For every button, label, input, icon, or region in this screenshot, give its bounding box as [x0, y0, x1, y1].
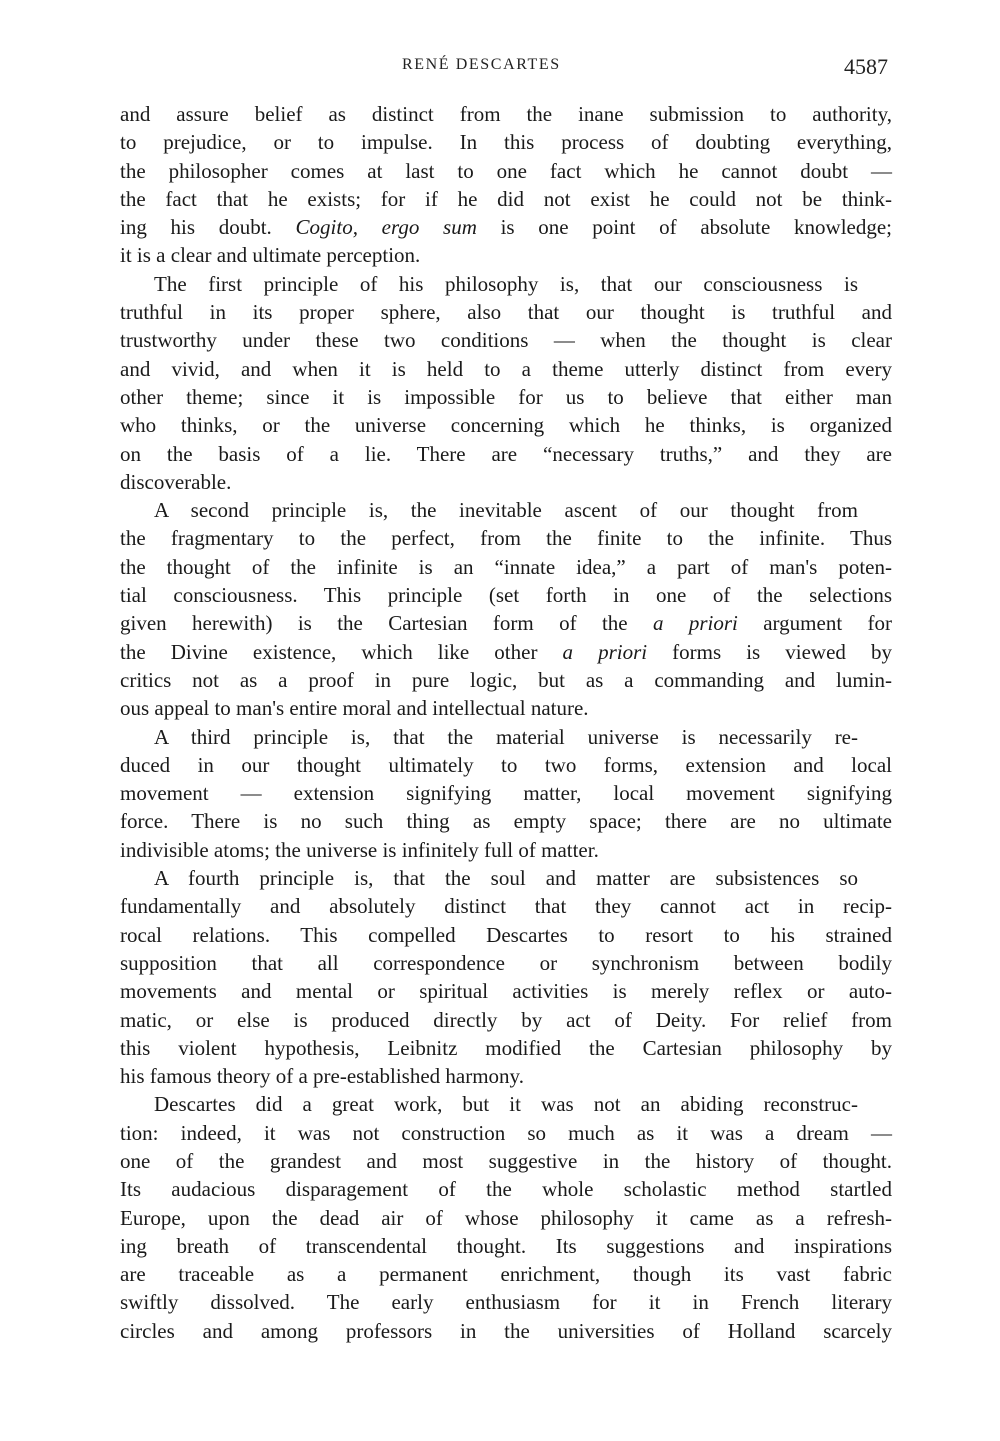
text-line-content — [154, 270, 858, 298]
text-line-content — [120, 1232, 892, 1260]
body-text — [120, 100, 892, 1345]
text-segment: matic, or else is produced directly by act of Deity. For relief from — [120, 1007, 892, 1032]
text-line-content — [120, 1288, 892, 1316]
text-line-content — [154, 864, 858, 892]
text-line-content — [120, 1062, 892, 1090]
text-line — [120, 921, 892, 949]
text-segment: the fact that he exists; for if he did not exist he could not be think- — [120, 186, 892, 211]
text-line — [120, 1175, 892, 1203]
text-line-content — [120, 751, 892, 779]
text-segment: tion: indeed, it was not construction so much as it was a dream — — [120, 1120, 892, 1145]
text-segment: other theme; since it is impossible for us to believe that either man — [120, 384, 892, 409]
text-line-content — [120, 836, 892, 864]
text-segment: movements and mental or spiritual activities is merely reflex or auto- — [120, 979, 892, 1004]
text-segment: one of the grandest and most suggestive in the history of thought. — [120, 1148, 892, 1173]
text-line-content — [154, 496, 858, 524]
text-segment: critics not as a proof in pure logic, but as a commanding and lumin- — [120, 667, 892, 692]
text-line — [120, 1232, 892, 1260]
text-line-content — [120, 892, 892, 920]
text-line-content — [120, 100, 892, 128]
text-line — [120, 411, 892, 439]
text-line — [120, 609, 892, 637]
text-line — [120, 836, 892, 864]
text-line-content — [120, 1119, 892, 1147]
text-line-content — [154, 1090, 858, 1118]
text-line — [120, 524, 892, 552]
text-line — [120, 1288, 892, 1316]
text-segment: the philosopher comes at last to one fact which he cannot doubt — — [120, 158, 892, 183]
text-line-content — [120, 581, 892, 609]
text-line — [120, 1260, 892, 1288]
text-segment: tial consciousness. This principle (set forth in one of the selections — [120, 583, 892, 608]
text-line-content — [120, 1034, 892, 1062]
running-title: RENÉ DESCARTES — [402, 56, 561, 73]
text-line — [120, 241, 892, 269]
text-segment: his famous theory of a pre-established harmony. — [120, 1064, 524, 1089]
text-line-content — [120, 1175, 892, 1203]
text-line — [120, 977, 892, 1005]
text-line-content — [120, 383, 892, 411]
text-line-content — [120, 1204, 892, 1232]
italic-phrase: a priori — [652, 611, 738, 636]
text-line-content — [120, 468, 892, 496]
text-line — [120, 496, 892, 524]
text-line-content — [120, 807, 892, 835]
text-line-content — [120, 977, 892, 1005]
text-segment: ous appeal to man's entire moral and intellectual nature. — [120, 696, 589, 721]
text-segment: supposition that all correspondence or synchronism between bodily — [120, 950, 892, 975]
paragraph — [120, 723, 892, 864]
text-segment: swiftly dissolved. The early enthusiasm for it in French literary — [120, 1290, 892, 1315]
text-segment: forms is viewed by — [647, 639, 892, 664]
paragraph — [120, 864, 892, 1090]
italic-phrase: a priori — [562, 639, 648, 664]
text-segment: rocal relations. This compelled Descartes to resort to his strained — [120, 922, 892, 947]
text-segment: the thought of the infinite is an “innate idea,” a part of man's poten- — [120, 554, 892, 579]
text-segment: indivisible atoms; the universe is infinitely full of matter. — [120, 837, 599, 862]
text-segment: duced in our thought ultimately to two forms, extension and local — [120, 752, 892, 777]
text-line — [120, 440, 892, 468]
text-line-content — [120, 185, 892, 213]
text-segment: The first principle of his philosophy is, that our consciousness is — [154, 271, 858, 296]
text-line — [120, 1062, 892, 1090]
text-line — [120, 864, 892, 892]
text-line-content — [120, 411, 892, 439]
text-line — [120, 128, 892, 156]
text-line — [120, 100, 892, 128]
text-line — [120, 723, 892, 751]
text-line-content — [120, 298, 892, 326]
text-line-content — [120, 949, 892, 977]
text-line-content — [120, 638, 892, 666]
text-segment: the Divine existence, which like other — [120, 639, 563, 664]
text-line — [120, 1006, 892, 1034]
text-line-content — [120, 1147, 892, 1175]
text-line-content — [120, 326, 892, 354]
text-segment: circles and among professors in the universities of Holland scarcely — [120, 1318, 892, 1343]
text-line — [120, 807, 892, 835]
text-segment: is one point of absolute knowledge; — [476, 215, 892, 240]
text-line — [120, 892, 892, 920]
text-line — [120, 157, 892, 185]
text-segment: fundamentally and absolutely distinct that they cannot act in recip- — [120, 894, 892, 919]
page-number: 4587 — [844, 54, 888, 79]
text-line-content — [120, 666, 892, 694]
text-line-content — [120, 779, 892, 807]
paragraph — [120, 270, 892, 496]
text-line — [120, 213, 892, 241]
running-head — [0, 56, 1000, 80]
text-line — [120, 553, 892, 581]
text-line-content — [120, 128, 892, 156]
paragraph — [120, 496, 892, 722]
text-line-content — [120, 213, 892, 241]
text-segment: this violent hypothesis, Leibnitz modified the Cartesian philosophy by — [120, 1035, 892, 1060]
text-line-content — [120, 553, 892, 581]
text-line-content — [120, 524, 892, 552]
text-line — [120, 1034, 892, 1062]
text-line — [120, 1147, 892, 1175]
text-segment: A second principle is, the inevitable ascent of our thought from — [154, 498, 858, 523]
text-segment: the fragmentary to the perfect, from the finite to the infinite. Thus — [120, 526, 892, 551]
text-line — [120, 270, 892, 298]
italic-phrase: Cogito, ergo sum — [295, 215, 477, 240]
text-line — [120, 1317, 892, 1345]
text-segment: force. There is no such thing as empty space; there are no ultimate — [120, 809, 892, 834]
text-segment: who thinks, or the universe concerning which he thinks, is organized — [120, 413, 892, 438]
text-line-content — [120, 921, 892, 949]
text-line-content — [120, 694, 892, 722]
text-segment: given herewith) is the Cartesian form of the — [120, 611, 653, 636]
text-line — [120, 751, 892, 779]
text-line-content — [120, 355, 892, 383]
text-line — [120, 383, 892, 411]
text-line — [120, 298, 892, 326]
text-segment: on the basis of a lie. There are “necessary truths,” and they are — [120, 441, 892, 466]
text-line-content — [120, 1317, 892, 1345]
text-segment: A third principle is, that the material universe is necessarily re- — [154, 724, 858, 749]
paragraph — [120, 1090, 892, 1345]
text-line — [120, 638, 892, 666]
text-line — [120, 694, 892, 722]
text-segment: argument for — [737, 611, 892, 636]
text-line-content — [120, 609, 892, 637]
text-segment: Its audacious disparagement of the whole scholastic method startled — [120, 1177, 892, 1202]
text-line — [120, 1119, 892, 1147]
paragraph — [120, 100, 892, 270]
text-segment: Europe, upon the dead air of whose philosophy it came as a refresh- — [120, 1205, 892, 1230]
text-segment: truthful in its proper sphere, also that our thought is truthful and — [120, 300, 892, 325]
text-segment: ing breath of transcendental thought. Its suggestions and inspirations — [120, 1233, 892, 1258]
text-segment: and assure belief as distinct from the inane submission to authority, — [120, 102, 892, 126]
text-segment: to prejudice, or to impulse. In this process of doubting everything, — [120, 130, 892, 155]
text-line — [120, 1090, 892, 1118]
text-segment: discoverable. — [120, 469, 232, 494]
text-segment: ing his doubt. — [120, 215, 296, 240]
text-line — [120, 355, 892, 383]
text-line — [120, 581, 892, 609]
text-segment: A fourth principle is, that the soul and matter are subsistences so — [154, 866, 858, 891]
text-line-content — [120, 1260, 892, 1288]
text-line-content — [120, 1006, 892, 1034]
text-line — [120, 1204, 892, 1232]
text-line — [120, 326, 892, 354]
text-segment: trustworthy under these two conditions — when the thought is clear — [120, 328, 892, 353]
text-segment: are traceable as a permanent enrichment, though its vast fabric — [120, 1262, 892, 1287]
text-line-content — [120, 241, 892, 269]
text-segment: movement — extension signifying matter, local movement signifying — [120, 781, 892, 806]
text-line — [120, 185, 892, 213]
text-line — [120, 468, 892, 496]
text-line — [120, 779, 892, 807]
text-segment: and vivid, and when it is held to a theme utterly distinct from every — [120, 356, 892, 381]
text-segment: Descartes did a great work, but it was not an abiding reconstruc- — [154, 1092, 858, 1117]
text-line-content — [120, 440, 892, 468]
text-line — [120, 949, 892, 977]
text-segment: it is a clear and ultimate perception. — [120, 243, 421, 268]
text-line-content — [120, 157, 892, 185]
text-line-content — [154, 723, 858, 751]
text-line — [120, 666, 892, 694]
